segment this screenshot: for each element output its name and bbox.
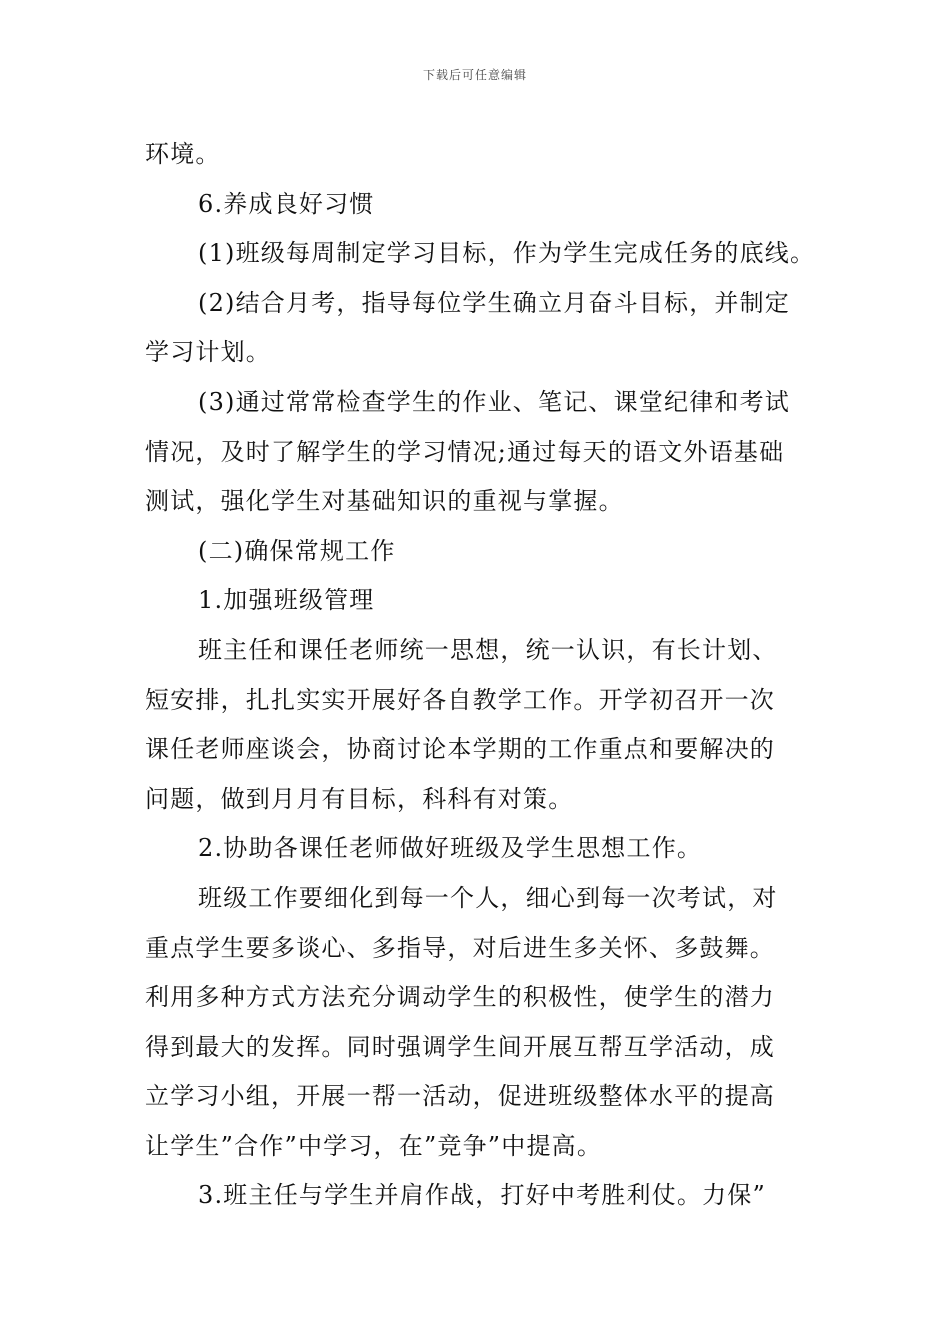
- text-line: 课任老师座谈会，协商讨论本学期的工作重点和要解决的: [145, 735, 775, 764]
- section-heading: (二)确保常规工作: [198, 536, 396, 565]
- page-header: 下载后可任意编辑: [422, 68, 527, 82]
- document-body: [145, 130, 816, 1221]
- text-line: 班主任和课任老师统一思想，统一认识，有长计划、: [198, 635, 778, 664]
- section-heading: 6.养成良好习惯: [198, 189, 375, 218]
- text-line: (2)结合月考，指导每位学生确立月奋斗目标，并制定: [198, 288, 790, 317]
- text-line: 短安排，扎扎实实开展好各自教学工作。开学初召开一次: [145, 685, 775, 714]
- text-line: 情况，及时了解学生的学习情况;通过每天的语文外语基础: [145, 437, 785, 466]
- text-line: (1)班级每周制定学习目标，作为学生完成任务的底线。: [198, 239, 816, 268]
- text-line: 重点学生要多谈心、多指导，对后进生多关怀、多鼓舞。: [145, 933, 775, 962]
- text-line: 得到最大的发挥。同时强调学生间开展互帮互学活动，成: [145, 1032, 775, 1061]
- text-line: 测试，强化学生对基础知识的重视与掌握。: [145, 487, 624, 516]
- text-line: 问题，做到月月有目标，科科有对策。: [145, 784, 574, 813]
- section-heading: 2.协助各课任老师做好班级及学生思想工作。: [198, 834, 703, 863]
- text-line: 环境。: [145, 140, 221, 168]
- text-line: 让学生”合作”中学习，在”竞争”中提高。: [145, 1131, 603, 1160]
- text-line: (3)通过常常检查学生的作业、笔记、课堂纪律和考试: [198, 387, 790, 416]
- text-line: 班级工作要细化到每一个人，细心到每一次考试，对: [198, 883, 778, 912]
- text-line: 利用多种方式方法充分调动学生的积极性，使学生的潜力: [145, 983, 775, 1012]
- text-line: 立学习小组，开展一帮一活动，促进班级整体水平的提高: [145, 1082, 775, 1111]
- section-heading: 3.班主任与学生并肩作战，打好中考胜利仗。力保”: [198, 1181, 766, 1210]
- text-line: 学习计划。: [145, 338, 271, 367]
- section-heading: 1.加强班级管理: [198, 586, 375, 615]
